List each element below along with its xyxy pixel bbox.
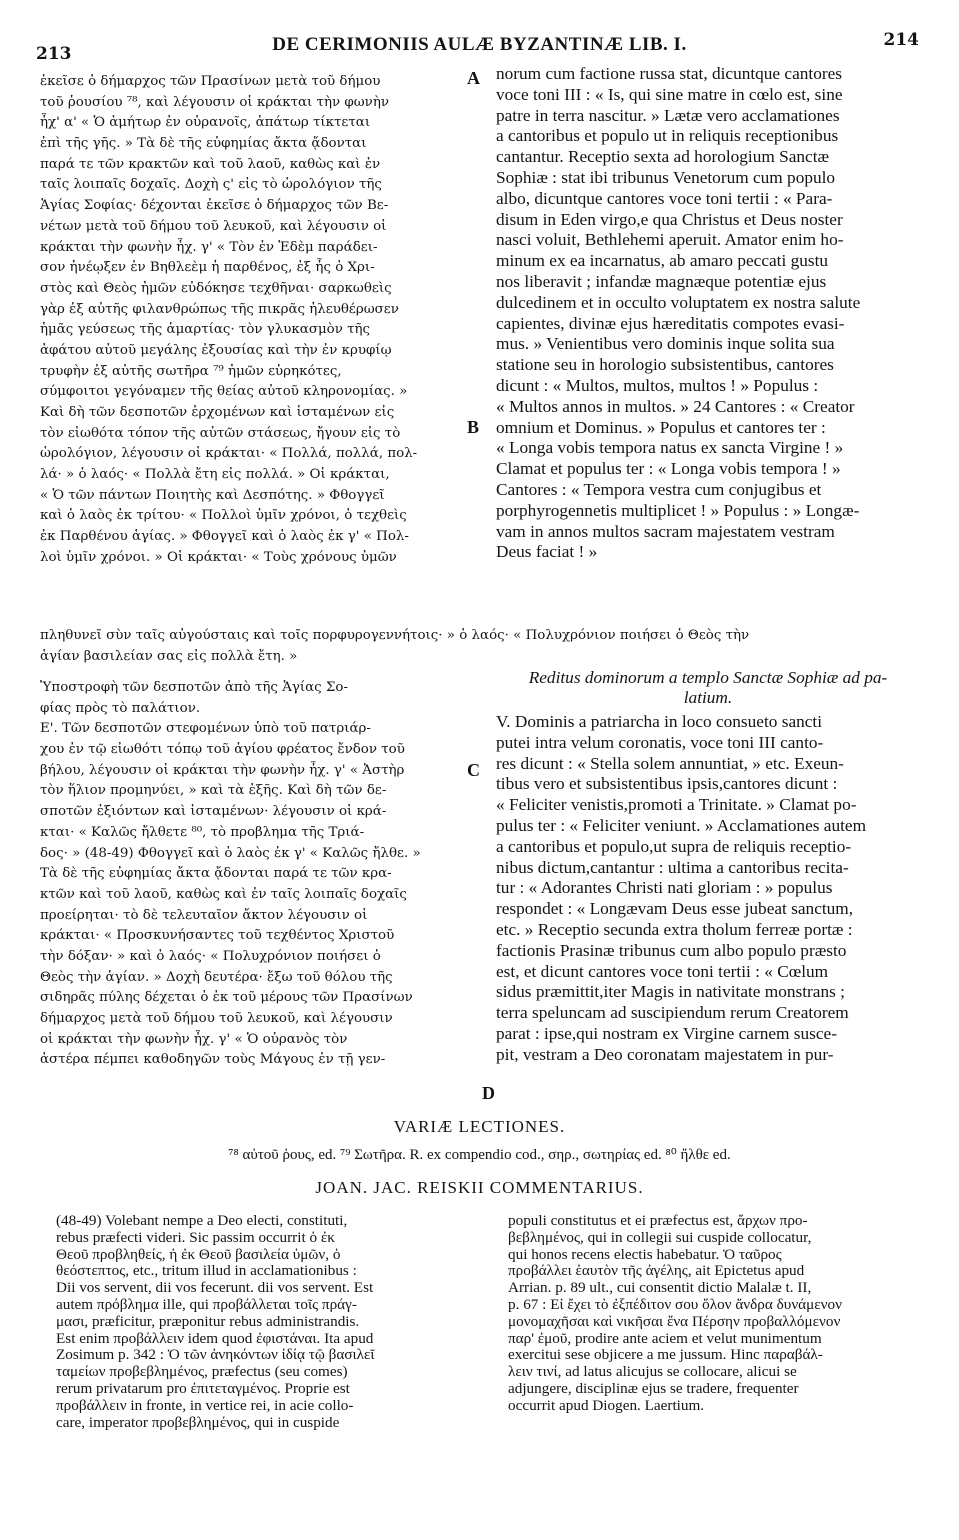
text-line: dulcedinem et in occulto voluptatem ex nostra salute [496,292,861,312]
text-line: κράκται· « Προσκυνήσαντες τοῦ τεχθέντος Χριστοῦ [40,928,395,944]
text-line: πληθυνεῖ σὺν ταῖς αὐγούσταις καὶ τοῖς πορφυρογεννήτοις· » ὁ λαός· « Πολυχρόνιον ποιήσει ὁ Θεὸς τὴν [40,628,750,643]
text-line: respondet : « Longævam Deus esse jubeat sanctum, [496,899,854,919]
text-line: sidus præmittit,iter Magis in nativitate monstrans ; [496,982,845,1002]
text-line: cantantur. Receptio sexta ad horologium Sanctæ [496,147,830,167]
text-line: προβάλλειν in fronte, in vertice rei, in acie collo- [56,1397,354,1414]
text-line: ἀφάτου αὐτοῦ μεγάλης ἐξουσίας καὶ τὴν ἐν κρυφίῳ [40,342,392,358]
text-line: dicunt : « Multos, multos, multos ! » Populus : [496,375,819,395]
text-line: λοὶ ὑμῖν χρόνοι. » Οἱ κράκται· « Τοὺς χρόνους ὑμῶν [40,549,397,565]
text-line: Deus faciat ! » [496,542,598,562]
text-line: Dii vos servent, dii vos fecerunt. dii vos servent. Est [56,1280,374,1297]
text-line: (48-49) Volebant nempe a Deo electi, constituti, [56,1213,348,1229]
text-line: occurrit apud Diogen. Laertium. [508,1397,705,1414]
text-line: νέτων μετὰ τοῦ δήμου τοῦ λευκοῦ, καὶ λέγουσιν οἱ [40,218,387,234]
text-line: vam in annos multos sacram majestatem vestram [496,521,835,541]
text-line: σύμφοιτοι γεγόναμεν τῆς θείας αὐτοῦ κληρονομίας. » [40,384,408,400]
text-line: est, et dicunt cantores voce toni tertii : « Cœlum [496,961,829,981]
text-line: capientes, divinæ ejus hæreditatis compotes evasi- [496,313,845,333]
text-line: τρυφὴν ἐξ αὐτῆς σωτῆρα ⁷⁹ ἡμῶν εὑρηκότες, [40,363,342,379]
text-line: χου ἐν τῷ εἰωθότι τόπῳ τοῦ ἁγίου φρέατος ἔνδον τοῦ [40,742,405,758]
text-line: τοῦ ῥουσίου ⁷⁸, καὶ λέγουσιν οἱ κράκται τὴν φωνὴν [40,94,389,110]
text-line: Clamat et populus ter : « Longa vobis tempora ! » [496,459,841,479]
text-line: βήλου, λέγουσιν οἱ κράκται τὴν φωνὴν ἦχ. γ' « Ἀστὴρ [40,762,405,778]
text-line: p. 67 : Εἰ ἔχει τὸ ἐξπέδιτον σου ὅλον ἄνδρα δυνάμενον [508,1296,842,1313]
text-line: terra speluncam ad suscipiendum rerum Creatorem [496,1003,849,1023]
text-line: autem πρόβλημα ille, qui προβάλλεται τοῖς πράγ- [56,1296,357,1313]
text-line: Ε'. Τῶν δεσποτῶν στεφομένων ὑπὸ τοῦ πατριάρ- [40,721,371,737]
text-line: « Feliciter venistis,promoti a Trinitate. » Clamat po- [496,795,857,815]
text-line: βεβλημένος, qui in collegii sui cuspide collocatur, [508,1229,812,1246]
variae-line: ⁷⁸ αὐτοῦ ῥους, ed. ⁷⁹ Σωτῆρα. R. ex compendio cod., σηρ., σωτηρίας ed. ⁸⁰ ἤλθε ed. [228,1147,731,1163]
text-line: qui honos recens electis habebatur. Ὁ ταῦρος [508,1246,782,1263]
commentary-left-column [56,1213,482,1431]
text-line: λειν τινί, ad latus alicujus se collocare, alicui se [508,1364,797,1381]
text-line: Zosimum p. 342 : Ὁ τῶν ἀνηκόντων ἰδίᾳ τῷ βασιλεῖ [56,1347,375,1364]
text-line: ἦχ' α' « Ὁ ἀμήτωρ ἐν οὐρανοῖς, ἀπάτωρ τίκτεται [40,115,371,131]
text-line: προβάλλει ἑαυτὸν τῆς ἀγέλης, ait Epictetus apud [508,1263,805,1280]
greek-column-bottom [40,678,478,1071]
text-line: Arrian. p. 89 ult., cui consentit dictio Malalæ t. II, [508,1280,812,1297]
text-line: δος· » (48-49) Φθογγεῖ καὶ ὁ λαὸς ἐκ γ' « Καλῶς ἤλθε. » [40,845,421,861]
text-line: φίας πρὸς τὸ παλάτιον. [40,700,201,716]
greek-column-top [40,72,478,569]
text-line: voce toni III : « Is, qui sine matre in cœlo est, sine [496,84,843,104]
margin-letter-a: A [467,68,480,88]
text-line: albo, dicuntque cantores voce toni tertii : « Para- [496,188,833,208]
text-line: care, imperator προβεβλημένος, qui in cuspide [56,1414,340,1431]
text-line: στὸς καὶ Θεὸς ἡμῶν εὐδόκησε τεχθῆναι· σαρκωθεὶς [40,280,392,296]
text-line: « Ὁ τῶν πάντων Ποιητὴς καὶ Δεσπότης. » Φθογγεῖ [40,487,385,503]
text-line: ἡμᾶς γεύσεως τῆς ἁμαρτίας· τὸν γλυκασμὸν τῆς [40,322,371,338]
text-line: ταμείων προβεβλημένος, præfectus (seu comes) [56,1364,348,1381]
text-line: ἁγίαν βασιλείαν σας εἰς πολλὰ ἔτη. » [40,648,298,664]
text-line: γὰρ ἐξ αὐτῆς φιλανθρώπως τῆς πικρᾶς ἠλευθέρωσεν [40,301,399,317]
text-line: ὡρολόγιον, λέγουσιν οἱ κράκται· « Πολλά, πολλά, πολ- [40,446,418,462]
text-line: « Multos annos in multos. » 24 Cantores : « Creator [496,396,855,416]
text-line: disum in Eden virgo,e qua Christus et Deus noster [496,209,843,229]
section-title-line-1: Reditus dominorum a templo Sanctæ Sophiæ ad pa- [528,668,888,687]
latin-column-top [496,64,920,563]
text-line: παρ' ἐμοῦ, prodire ante aciem et velut munimentum [508,1330,822,1347]
text-line: παρά τε τῶν κρακτῶν καὶ τοῦ λαοῦ, καθὼς καὶ ἐν [40,156,381,172]
text-line: V. Dominis a patriarcha in loco consueto sancti [496,712,823,731]
text-line: κτῶν καὶ τοῦ λαοῦ, καθὼς καὶ ἐν ταῖς λοιπαῖς δοχαῖς [40,886,407,902]
text-line: δήμαρχος μετὰ τοῦ δήμου τοῦ λευκοῦ, καὶ λέγουσιν [40,1011,393,1026]
text-line: adjungere, disciplinæ ejus se tradere, frequenter [508,1380,799,1397]
section-title-line-2: latium. [683,688,733,707]
text-line: ταῖς λοιπαῖς δοχαῖς. Δοχὴ ς' εἰς τὸ ὡρολόγιον τῆς [40,177,382,193]
text-line: λά· » ὁ λαός· « Πολλὰ ἔτη εἰς πολλά. » Οἱ κράκται, [40,467,390,483]
text-line: res dicunt : « Stella solem annuntiat, » etc. Exeun- [496,753,844,773]
text-line: rerum privatarum pro ἐπιτεταγμένος. Proprie est [56,1380,350,1397]
text-line: tur : « Adorantes Christi nati gloriam : » populus [496,878,833,898]
text-line: nos liberavit ; infandæ magnæque potentiæ ejus [496,271,827,291]
text-line: mus. » Venientibus vero dominis inque solita sua [496,334,835,354]
text-line: προείρηται· τὸ δὲ τελευταῖον ἄκτον λέγουσιν οἱ [40,907,368,923]
text-line: τὴν δόξαν· » καὶ ὁ λαός· « Πολυχρόνιον ποιήσει ὁ [40,948,381,964]
text-line: pulus ter : « Feliciter veniunt. » Acclamationes autem [496,815,867,835]
text-line: « Longa vobis tempora natus ex sancta Virgine ! » [496,438,844,458]
text-line: etc. » Receptio secunda extra tholum ferreæ portæ : [496,919,853,939]
greek-full-width-lines [40,626,916,667]
text-line: minum ex ea incarnatus, ab amaro peccati gustu [496,251,829,271]
text-line: Ἁγίας Σοφίας· δέχονται ἐκεῖσε ὁ δήμαρχος τῶν Βε- [40,198,389,214]
text-line: exercitui sese objicere a me jussum. Hinc παραβάλ- [508,1347,823,1364]
commentary-heading: JOAN. JAC. REISKII COMMENTARIUS. [315,1178,644,1197]
text-line: ἐπὶ τῆς γῆς. » Τὰ δὲ τῆς εὐφημίας ἄκτα ᾄδονται [40,136,367,152]
text-line: ἐκ Παρθένου ἁγίας. » Φθογγεῖ καὶ ὁ λαὸς ἐκ γ' « Πολ- [40,529,409,545]
variae-heading: VARIÆ LECTIONES. [393,1117,566,1136]
margin-letter-c: C [467,760,480,780]
page-number-left: 213 [36,44,72,64]
text-line: κται· « Καλῶς ἤλθετε ⁸⁰, τὸ προβλημα τῆς Τριά- [40,824,365,840]
text-line: statione seu in horologio subsistentibus, cantores [496,355,834,375]
text-line: pit, vestram a Deo coronatam majestatem in pur- [496,1044,834,1064]
text-line: σποτῶν ἐξιόντων καὶ ἱσταμένων· λέγουσιν οἱ κρά- [40,804,387,820]
page-number-right: 214 [883,30,919,50]
text-line: ἀστέρα πέμπει καθοδηγῶν τοὺς Μάγους ἐν τῇ γεν- [40,1052,386,1068]
text-line: a cantoribus et populo ut in reliquis receptionibus [496,126,839,146]
text-line: μασι, præficitur, præponitur rebus administrandis. [56,1313,360,1330]
text-line: putei intra velum coronatis, voce toni III canto- [496,732,824,752]
text-line: norum cum factione russa stat, dicuntque cantores [496,64,842,83]
text-line: populi constitutus et ei præfectus est, ἄρχων προ- [508,1213,808,1229]
latin-bottom-body [496,712,920,1066]
text-line: τὸν ἥλιον προμηνύει, » καὶ τὰ ἑξῆς. Καὶ δὴ τῶν δε- [40,783,387,799]
text-line: patre in terra nascitur. » Lætæ vero acclamationes [496,105,840,125]
text-line: ἐκεῖσε ὁ δήμαρχος τῶν Πρασίνων μετὰ τοῦ δήμου [40,74,381,89]
text-line: κράκται τὴν φωνὴν ἦχ. γ' « Τὸν ἐν Ἐδὲμ παράδει- [40,239,378,255]
text-line: Sophiæ : stat ibi tribunus Venetorum cum populo [496,167,836,187]
margin-letter-d: D [482,1083,495,1103]
text-line: σιδηρᾶς πύλης δέχεται ὁ ἐκ τοῦ μέρους τῶν Πρασίνων [40,990,413,1006]
text-line: τὸν εἰωθότα τόπον τῆς αὐτῶν στάσεως, ἤγουν εἰς τὸ [40,425,401,441]
text-line: tibus vero et subsistentibus ipsis,cantores dicunt : [496,774,838,794]
text-line: porphyrogennetis multiplicet ! » Populus : » Longæ- [496,500,860,520]
text-line: rebus præfecti videri. Sic passim occurrit ὁ ἐκ [56,1229,335,1246]
text-line: omnium et Dominus. » Populus et cantores ter : [496,417,826,437]
margin-letter-b: B [467,417,480,437]
text-line: Θεοῦ προβληθείς, ἡ ἐκ Θεοῦ βασιλεία ὑμῶν, ὁ [56,1246,341,1263]
text-line: μονομαχῆσαι καὶ νικῆσαι ἕνα Πέρσην προβαλλόμενον [508,1313,841,1330]
text-line: Τὰ δὲ τῆς εὐφημίας ἄκτα ᾄδονται παρά τε τῶν κρα- [40,866,392,882]
text-line: Καὶ δὴ τῶν δεσποτῶν ἐρχομένων καὶ ἱσταμένων εἰς [40,405,395,420]
text-line: a cantoribus et populo,ut supra de reliquis receptio- [496,836,852,856]
text-line: καὶ ὁ λαὸς ἐκ τρίτου· « Πολλοὶ ὑμῖν χρόνοι, ὁ τεχθεὶς [40,508,407,524]
text-line: nibus dictum,cantantur : ultima a cantoribus recita- [496,857,849,877]
text-line: οἱ κράκται τὴν φωνὴν ἦχ. γ' « Ὁ οὐρανὸς τὸν [40,1031,348,1047]
text-line: Ὑποστροφὴ τῶν δεσποτῶν ἀπὸ τῆς Ἁγίας Σο- [40,680,348,695]
text-line: parat : ipse,qui nostram ex Virgine carnem susce- [496,1023,837,1043]
text-line: θεόστεπτος, etc., tritum illud in acclamationibus : [56,1263,357,1280]
text-line: nasci voluit, Bethlehemi aperuit. Amator enim ho- [496,230,844,250]
text-line: Cantores : « Tempora vestra cum conjugibus et [496,479,822,499]
latin-column-bottom [496,668,920,1066]
text-line: σον ἠνέῳξεν ἐν Βηθλεὲμ ἡ παρθένος, ἐξ ἧς ὁ Χρι- [40,260,375,276]
running-title: DE CERIMONIIS AULÆ BYZANTINÆ LIB. I. [272,34,687,55]
text-line: Est enim προβάλλειν idem quod ἐφιστάναι. Ita apud [56,1330,374,1347]
commentary-right-column [508,1213,940,1415]
text-line: Θεὸς τὴν ἁγίαν. » Δοχὴ δευτέρα· ἔξω τοῦ θόλου τῆς [40,969,393,985]
text-line: factionis Prasinæ tribunus cum albo populo præsto [496,940,847,960]
